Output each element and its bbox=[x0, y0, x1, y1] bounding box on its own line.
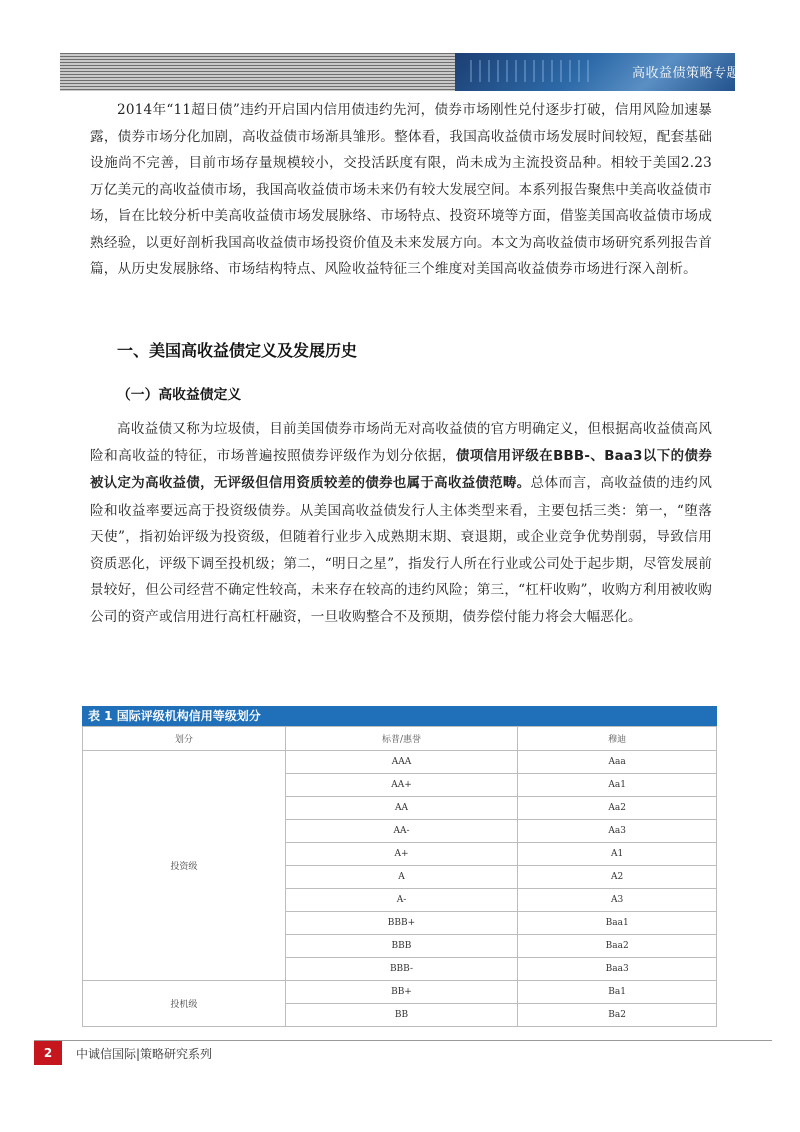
moodys-rating: A3 bbox=[518, 889, 717, 912]
definition-text-1: 高收益债又称为垃圾债，目前美国债券市场尚无对高收益债的官方明确定义，但根据高收益债高风险和高收益的特征，市场普遍按照债券评级作为划分依据， bbox=[90, 421, 712, 464]
footer-series: 中诚信国际|策略研究系列 bbox=[76, 1047, 213, 1061]
moodys-rating: Aa1 bbox=[518, 774, 717, 797]
sp-fitch-rating: BBB- bbox=[285, 958, 518, 981]
sp-fitch-rating: AA bbox=[285, 797, 518, 820]
table-title: 表 1 国际评级机构信用等级划分 bbox=[82, 706, 717, 726]
moodys-rating: Aaa bbox=[518, 751, 717, 774]
sp-fitch-rating: AAA bbox=[285, 751, 518, 774]
sp-fitch-rating: A bbox=[285, 866, 518, 889]
definition-text-2: 总体而言，高收益债的违约风险和收益率要远高于投资级债券。从美国高收益债发行人主体类型来看，主要包括三类：第一，“堕落天使”，指初始评级为投资级，但随着行业步入成熟期末期、衰退期，或企业竞争优势削弱，导致信用资质恶化，评级下调至投机级；第二，“明日之星”，指发行人所在行业或公司处于起步期，尽管发展前景较好，但公司经营不确定性较高，未来存在较高的违约风险；第三，“杠杆收购”，收购方利用被收购公司的资产或信用进行高杠杆融资，一旦收购整合不及预期，债券偿付能力将会大幅恶化。 bbox=[90, 475, 712, 625]
sp-fitch-rating: A- bbox=[285, 889, 518, 912]
category-cell: 投机级 bbox=[83, 981, 286, 1027]
category-cell: 投资级 bbox=[83, 751, 286, 981]
moodys-rating: A2 bbox=[518, 866, 717, 889]
sp-fitch-rating: AA- bbox=[285, 820, 518, 843]
table-row bbox=[83, 751, 717, 774]
footer-divider bbox=[34, 1040, 772, 1041]
definition-paragraph bbox=[90, 416, 712, 630]
moodys-rating: Aa3 bbox=[518, 820, 717, 843]
header-category: 划分 bbox=[83, 727, 286, 751]
moodys-rating: Ba2 bbox=[518, 1004, 717, 1027]
subsection-heading: （一）高收益债定义 bbox=[117, 387, 242, 403]
moodys-rating: A1 bbox=[518, 843, 717, 866]
rating-table bbox=[82, 726, 717, 1027]
definition-bold-text: 债项信用评级在BBB-、Baa3以下的债券被认定为高收益债，无评级但信用资质较差的债券也属于高收益债范畴。 bbox=[90, 448, 712, 491]
sp-fitch-rating: BB bbox=[285, 1004, 518, 1027]
moodys-rating: Ba1 bbox=[518, 981, 717, 1004]
header-title: 高收益债策略专题 bbox=[631, 66, 740, 81]
moodys-rating: Baa3 bbox=[518, 958, 717, 981]
sp-fitch-rating: BBB bbox=[285, 935, 518, 958]
table-body bbox=[83, 751, 717, 1027]
sp-fitch-rating: A+ bbox=[285, 843, 518, 866]
header-sp-fitch: 标普/惠誉 bbox=[285, 727, 518, 751]
page-number: 2 bbox=[34, 1041, 62, 1065]
sp-fitch-rating: AA+ bbox=[285, 774, 518, 797]
moodys-rating: Baa1 bbox=[518, 912, 717, 935]
sp-fitch-rating: BB+ bbox=[285, 981, 518, 1004]
table-row bbox=[83, 981, 717, 1004]
section-heading: 一、美国高收益债定义及发展历史 bbox=[117, 341, 358, 360]
header-moodys: 穆迪 bbox=[518, 727, 717, 751]
table-header-row bbox=[83, 727, 717, 751]
moodys-rating: Baa2 bbox=[518, 935, 717, 958]
moodys-rating: Aa2 bbox=[518, 797, 717, 820]
header-circuit-decoration bbox=[470, 60, 590, 82]
sp-fitch-rating: BBB+ bbox=[285, 912, 518, 935]
intro-paragraph: 2014年“11超日债”违约开启国内信用债违约先河，债券市场刚性兑付逐步打破，信用风险加速暴露，债券市场分化加剧，高收益债市场渐具雏形。整体看，我国高收益债市场发展时间较短，配套基础设施尚不完善，目前市场存量规模较小，交投活跃度有限，尚未成为主流投资品种。相较于美国2.23万亿美元的高收益债市场，我国高收益债市场未来仍有较大发展空间。本系列报告聚焦中美高收益债市场，旨在比较分析中美高收益债市场发展脉络、市场特点、投资环境等方面，借鉴美国高收益债市场成熟经验，以更好剖析我国高收益债市场投资价值及未来发展方向。本文为高收益债市场研究系列报告首篇，从历史发展脉络、市场结构特点、风险收益特征三个维度对美国高收益债券市场进行深入剖析。 bbox=[90, 102, 712, 277]
